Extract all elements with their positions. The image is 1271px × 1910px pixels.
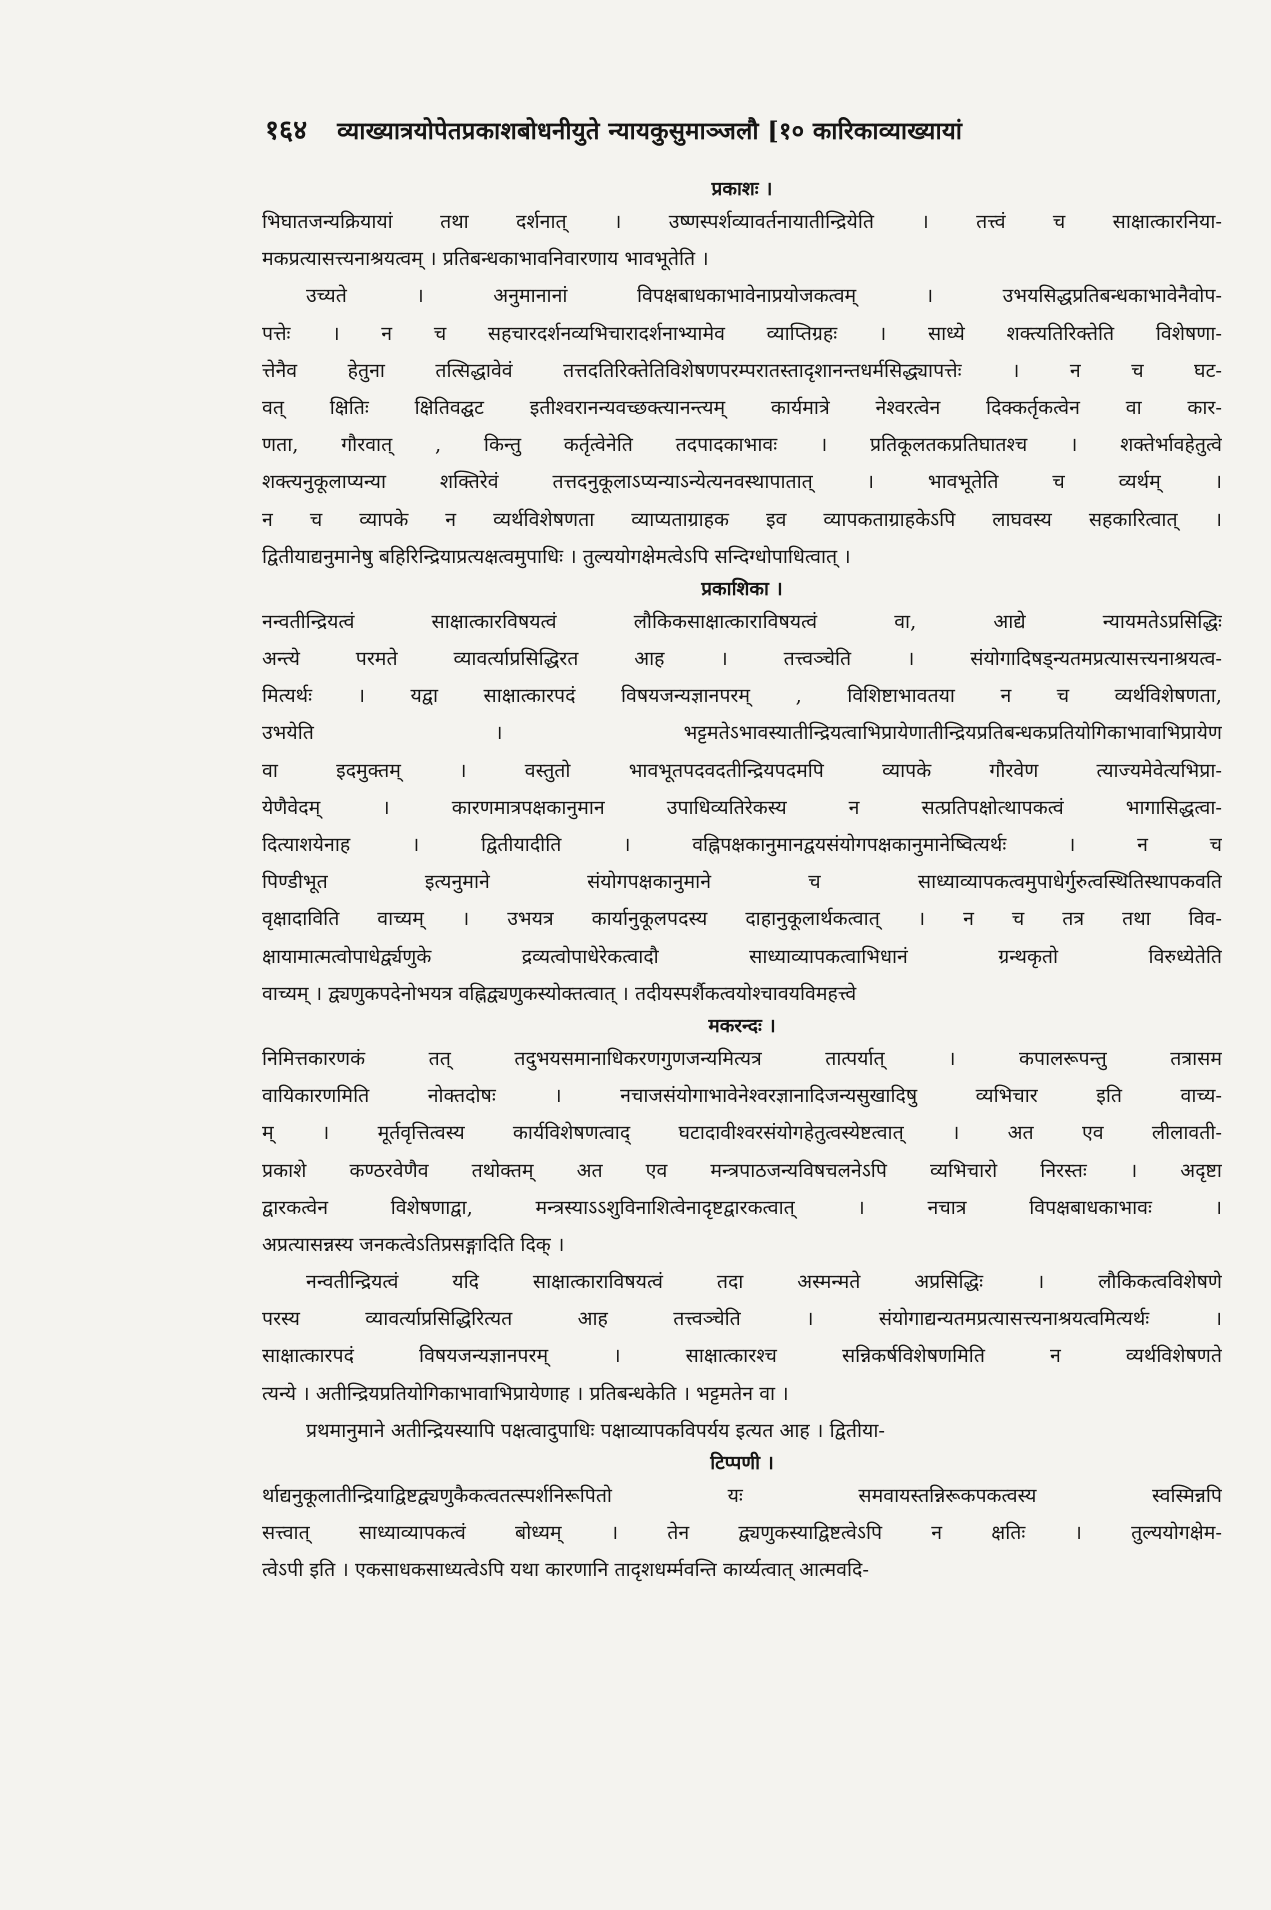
text-line: वाच्यम् । द्व्यणुकपदेनोभयत्र वह्निद्व्यणुकस्योक्तत्वात् । तदीयस्पर्शैकत्वयोश्चावयविमहत्त्वे bbox=[262, 981, 857, 1005]
text-line: वायिकारणमिति नोक्तदोषः । नचाजसंयोगाभावेनेश्वरज्ञानादिजन्यसुखादिषु व्यभिचार इति वाच्य- bbox=[262, 1084, 1222, 1108]
text-line: मित्यर्थः । यद्वा साक्षात्कारपदं विषयजन्यज्ञानपरम् , विशिष्टाभावतया न च व्यर्थविशेषणता, bbox=[262, 684, 1222, 708]
commentary-section bbox=[262, 1012, 1222, 1449]
text-line: द्वितीयाद्यनुमानेषु बहिरिन्द्रियाप्रत्यक्षत्वमुपाधिः । तुल्ययोगक्षेमत्वेऽपि सन्दिग्धोपाधित्वात् । bbox=[262, 544, 851, 568]
running-title: व्याख्यात्रयोपेतप्रकाशबोधनीयुते न्यायकुसुमाञ्जलौ [१० कारिकाव्याख्यायां bbox=[337, 116, 963, 145]
text-line: प्रथमानुमाने अतीन्द्रियस्यापि पक्षत्वादुपाधिः पक्षाव्यापकविपर्यय इत्यत आह । द्वितीया- bbox=[306, 1418, 885, 1442]
text-line: मकप्रत्यासत्त्यनाश्रयत्वम् । प्रतिबन्धकाभावनिवारणाय भावभूतेति । bbox=[262, 247, 709, 271]
section-heading: प्रकाशः । bbox=[711, 178, 773, 200]
text-line: भिघातजन्यक्रियायां तथा दर्शनात् । उष्णस्पर्शव्यावर्तनायातीन्द्रियेति । तत्त्वं च साक्षात्कारनिया- bbox=[262, 210, 1222, 233]
text-line: अन्त्ये परमते व्यावर्त्याप्रसिद्धिरत आह । तत्त्वञ्चेति । संयोगादिषड्न्यतमप्रत्यासत्त्यनाश्रयत्व- bbox=[262, 647, 1222, 671]
text-line: उभयेति । भट्टमतेऽभावस्यातीन्द्रियत्वाभिप्रायेणातीन्द्रियप्रतिबन्धकप्रतियोगिकाभावाभिप्रायेण bbox=[262, 721, 1222, 745]
text-line: पत्तेः । न च सहचारदर्शनव्यभिचारादर्शनाभ्यामेव व्याप्तिग्रहः । साध्ये शक्त्यतिरिक्तेति विशेषणा- bbox=[262, 321, 1222, 345]
page-number: १६४ bbox=[265, 115, 308, 146]
section-heading: मकरन्दः । bbox=[708, 1014, 776, 1037]
text-line: म् । मूर्तवृत्तित्वस्य कार्यविशेषणत्वाद् घटादावीश्वरसंयोगहेतुत्वस्येष्टत्वात् । अत एव लीलावती- bbox=[262, 1121, 1222, 1145]
text-line: पिण्डीभूत इत्यनुमाने संयोगपक्षकानुमाने च साध्याव्यापकत्वमुपाधेर्गुरुत्वस्थितिस्थापकवति bbox=[262, 870, 1222, 894]
text-line: येणैवेदम् । कारणमात्रपक्षकानुमान उपाधिव्यतिरेकस्य न सत्प्रतिपक्षोत्थापकत्वं भागासिद्धत्वा- bbox=[262, 795, 1222, 819]
text-line: त्वेऽपी इति । एकसाधकसाध्यत्वेऽपि यथा कारणानि तादृशधर्म्मवन्ति कार्य्यत्वात् आत्मवदि- bbox=[262, 1558, 869, 1582]
text-line: वत् क्षितिः क्षितिवद्घट इतीश्वरानन्यवच्छक्त्यानन्त्यम् कार्यमात्रे नेश्वरत्वेन दिक्कर्तृकत्वेन वा कार- bbox=[262, 395, 1222, 419]
text-line: क्षायामात्मत्वोपाधेर्द्व्यणुके द्रव्यत्वोपाधेरेकत्वादौ साध्याव्यापकत्वाभिधानं ग्रन्थकृतो विरुध्येतेति bbox=[262, 944, 1222, 968]
paragraph bbox=[262, 1412, 1222, 1449]
commentary-section bbox=[262, 575, 1222, 1012]
text-line: वृक्षादाविति वाच्यम् । उभयत्र कार्यानुकूलपदस्य दाहानुकूलार्थकत्वात् । न च तत्र तथा विव- bbox=[262, 907, 1222, 931]
paragraph bbox=[262, 277, 1222, 575]
text-line: र्थाद्यनुकूलातीन्द्रियाद्विष्टद्व्यणुकैकत्वतत्स्पर्शनिरूपितो यः समवायस्तन्निरूकपकत्वस्य स्वस्मिन्नपि bbox=[262, 1484, 1222, 1507]
text-line: नन्वतीन्द्रियत्वं साक्षात्कारविषयत्वं लौकिकसाक्षात्काराविषयत्वं वा, आद्ये न्यायमतेऽप्रसिद्धिः bbox=[262, 609, 1222, 633]
text-line: द्वारकत्वेन विशेषणाद्वा, मन्त्रस्याऽऽशुविनाशित्वेनादृष्टद्वारकत्वात् । नचात्र विपक्षबाधकाभावः । bbox=[262, 1195, 1222, 1219]
text-line: त्तेनैव हेतुना तत्सिद्धावेवं तत्तदतिरिक्तेतिविशेषणपरम्परातस्तादृशानन्तधर्मसिद्ध्यापत्तेः । न च घट- bbox=[262, 358, 1222, 382]
section-heading: टिप्पणी । bbox=[710, 1452, 774, 1474]
text-line: वा इदमुक्तम् । वस्तुतो भावभूतपदवदतीन्द्रियपदमपि व्यापके गौरवेण त्याज्यमेवेत्यभिप्रा- bbox=[262, 758, 1222, 782]
paragraph bbox=[262, 1477, 1222, 1589]
running-header bbox=[265, 110, 1225, 150]
paragraph bbox=[262, 1040, 1222, 1263]
text-line: त्यन्ये । अतीन्द्रियप्रतियोगिकाभावाभिप्रायेणाह । प्रतिबन्धकेति । भट्टमतेन वा । bbox=[262, 1381, 789, 1405]
text-line: प्रकाशे कण्ठरवेणैव तथोक्तम् अत एव मन्त्रपाठजन्यविषचलनेऽपि व्यभिचारो निरस्तः । अदृष्टा bbox=[262, 1158, 1222, 1182]
text-line: उच्यते । अनुमानानां विपक्षबाधकाभावेनाप्रयोजकत्वम् । उभयसिद्धप्रतिबन्धकाभावेनैवोप- bbox=[306, 284, 1222, 308]
paragraph bbox=[262, 1263, 1222, 1412]
text-line: परस्य व्यावर्त्याप्रसिद्धिरित्यत आह तत्त्वञ्चेति । संयोगाद्यन्यतमप्रत्यासत्त्यनाश्रयत्वमित्यर्थः । bbox=[262, 1307, 1222, 1331]
page-body bbox=[262, 175, 1222, 1875]
text-line: दित्याशयेनाह । द्वितीयादीति । वह्निपक्षकानुमानद्वयसंयोगपक्षकानुमानेष्वित्यर्थः । न च bbox=[262, 833, 1222, 856]
commentary-section bbox=[262, 1449, 1222, 1589]
paragraph bbox=[262, 603, 1222, 1012]
text-line: शक्त्यनुकूलाप्यन्या शक्तिरेवं तत्तदनुकूलाऽप्यन्याऽन्येत्यनवस्थापातात् । भावभूतेति च व्यर्थम् । bbox=[262, 470, 1222, 494]
text-line: सत्त्वात् साध्याव्यापकत्वं बोध्यम् । तेन द्व्यणुकस्याद्विष्टत्वेऽपि न क्षतिः । तुल्ययोगक्षेम- bbox=[262, 1521, 1222, 1545]
section-heading: प्रकाशिका । bbox=[701, 577, 783, 600]
text-line: अप्रत्यासन्नस्य जनकत्वेऽतिप्रसङ्गादिति दिक् । bbox=[262, 1232, 565, 1256]
paragraph bbox=[262, 203, 1222, 277]
text-line: न च व्यापके न व्यर्थविशेषणता व्याप्यताग्राहक इव व्यापकताग्राहकेऽपि लाघवस्य सहकारित्वात् । bbox=[262, 507, 1222, 531]
commentary-section bbox=[262, 175, 1222, 575]
text-line: निमित्तकारणकं तत् तदुभयसमानाधिकरणगुणजन्यमित्यत्र तात्पर्यात् । कपालरूपन्तु तत्रासम bbox=[262, 1046, 1222, 1070]
text-line: साक्षात्कारपदं विषयजन्यज्ञानपरम् । साक्षात्कारश्च सन्निकर्षविशेषणमिति न व्यर्थविशेषणते bbox=[262, 1344, 1222, 1368]
text-line: णता, गौरवात् , किन्तु कर्तृत्वेनेति तदपादकाभावः । प्रतिकूलतकप्रतिघातश्च । शक्तेर्भावहेतुत्वे bbox=[262, 433, 1222, 457]
text-line: नन्वतीन्द्रियत्वं यदि साक्षात्काराविषयत्वं तदा अस्मन्मते अप्रसिद्धिः । लौकिकत्वविशेषणे bbox=[306, 1270, 1222, 1294]
